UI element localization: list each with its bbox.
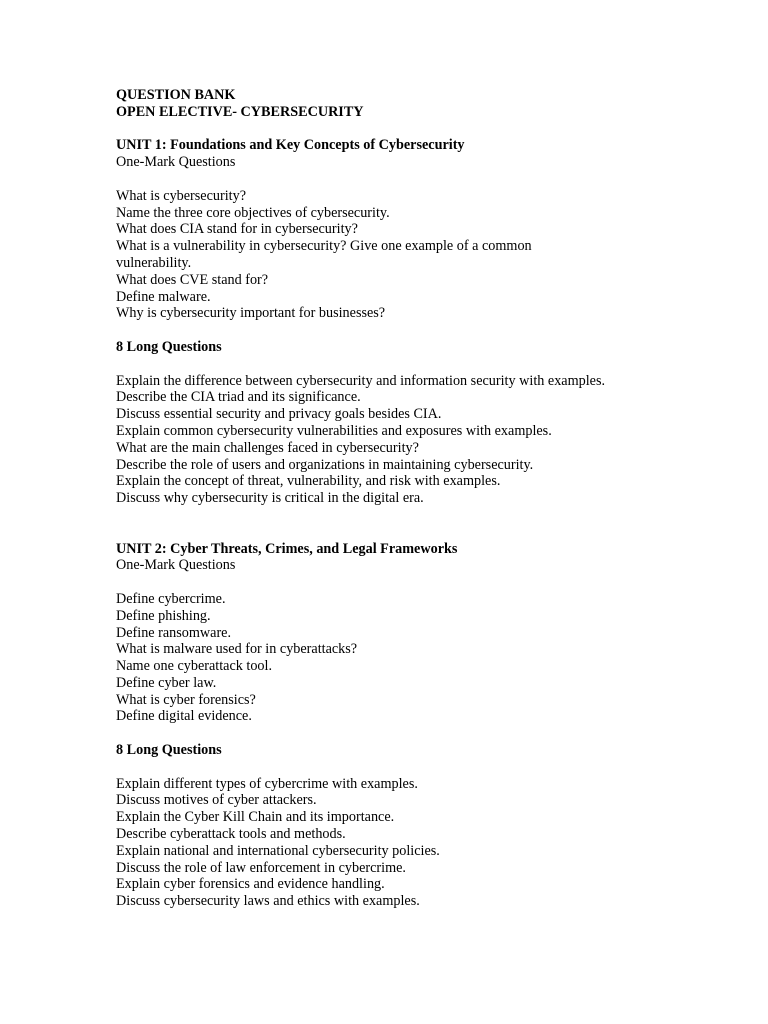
question-item: Explain the concept of threat, vulnerability, and risk with examples. xyxy=(116,473,501,490)
question-item: Describe cyberattack tools and methods. xyxy=(116,826,346,843)
question-item: Explain cyber forensics and evidence handling. xyxy=(116,876,385,893)
question-item: Discuss cybersecurity laws and ethics with examples. xyxy=(116,893,420,910)
question-item: What does CIA stand for in cybersecurity? xyxy=(116,221,358,238)
long-questions-label: 8 Long Questions xyxy=(116,338,222,355)
question-item: Why is cybersecurity important for businesses? xyxy=(116,305,386,322)
doc-subtitle: OPEN ELECTIVE- CYBERSECURITY xyxy=(116,103,364,120)
question-item: What is cybersecurity? xyxy=(116,187,246,204)
question-item: Explain common cybersecurity vulnerabilities and exposures with examples. xyxy=(116,422,552,439)
question-item: Discuss essential security and privacy goals besides CIA. xyxy=(116,406,442,423)
unit-heading: UNIT 2: Cyber Threats, Crimes, and Legal Frameworks xyxy=(116,540,458,557)
question-item: Explain the difference between cybersecurity and information security with examples. xyxy=(116,372,606,389)
question-item: Discuss motives of cyber attackers. xyxy=(116,792,317,809)
question-item: What are the main challenges faced in cybersecurity? xyxy=(116,439,419,456)
question-item: Define cyber law. xyxy=(116,674,217,691)
question-item: Define phishing. xyxy=(116,607,211,624)
question-item: Define malware. xyxy=(116,288,211,305)
question-item: Define digital evidence. xyxy=(116,708,252,725)
question-item: Define ransomware. xyxy=(116,624,232,641)
question-item: Name the three core objectives of cybersecurity. xyxy=(116,204,390,221)
question-item: Define cybercrime. xyxy=(116,590,226,607)
long-questions-label: 8 Long Questions xyxy=(116,742,222,759)
question-item: What is malware used for in cyberattacks? xyxy=(116,641,358,658)
question-item: Describe the role of users and organizations in maintaining cybersecurity. xyxy=(116,456,534,473)
question-item: Explain the Cyber Kill Chain and its importance. xyxy=(116,809,395,826)
one-mark-question-list xyxy=(116,188,676,322)
document-page xyxy=(116,87,676,910)
question-item: Discuss the role of law enforcement in cybercrime. xyxy=(116,859,406,876)
question-item: What does CVE stand for? xyxy=(116,271,269,288)
long-question-list xyxy=(116,776,676,910)
one-mark-question-list xyxy=(116,591,676,725)
spacer xyxy=(116,121,676,138)
question-item: Describe the CIA triad and its significance. xyxy=(116,389,361,406)
unit-2-section xyxy=(116,541,676,911)
one-mark-label: One-Mark Questions xyxy=(116,154,236,171)
question-item: Name one cyberattack tool. xyxy=(116,658,272,675)
question-item: Explain different types of cybercrime with examples. xyxy=(116,775,418,792)
long-question-list xyxy=(116,373,676,507)
unit-heading: UNIT 1: Foundations and Key Concepts of Cybersecurity xyxy=(116,137,465,154)
question-item: What is a vulnerability in cybersecurity? Give one example of a common vulnerability. xyxy=(116,238,532,271)
question-item: Explain national and international cybersecurity policies. xyxy=(116,842,440,859)
unit-1-section xyxy=(116,137,676,507)
question-item: What is cyber forensics? xyxy=(116,691,256,708)
question-item: Discuss why cybersecurity is critical in the digital era. xyxy=(116,490,424,507)
doc-title: QUESTION BANK xyxy=(116,87,236,103)
one-mark-label: One-Mark Questions xyxy=(116,557,236,574)
